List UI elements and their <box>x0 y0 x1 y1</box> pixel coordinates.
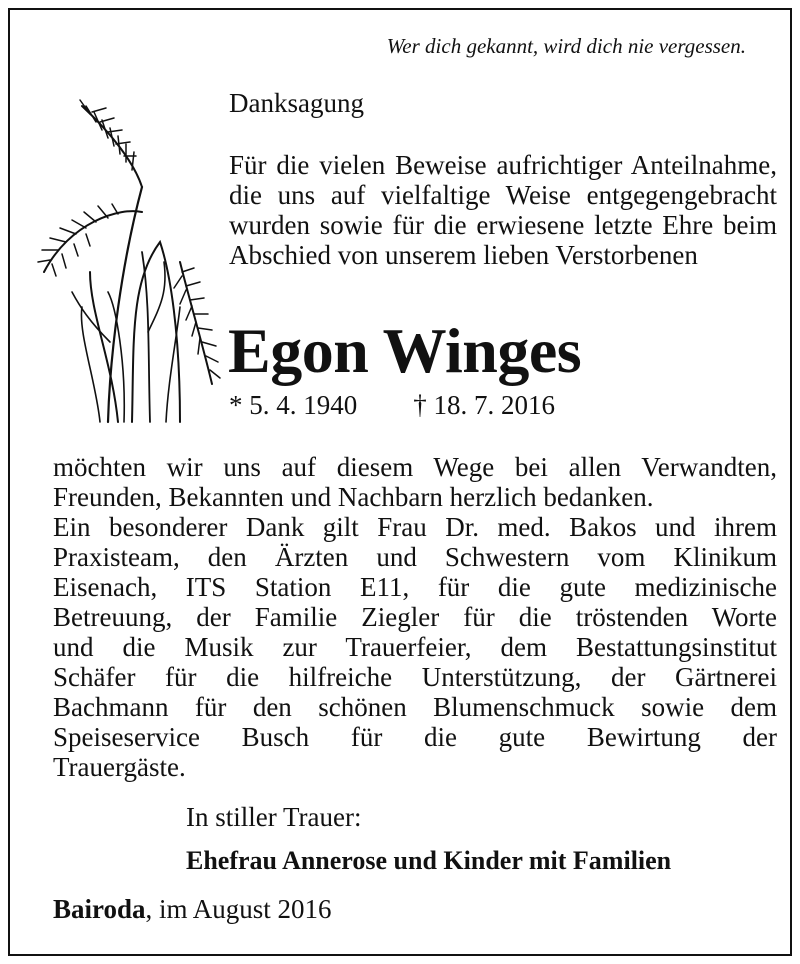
family-signature: Ehefrau Annerose und Kinder mit Familien <box>186 846 672 875</box>
heading: Danksagung <box>229 88 364 118</box>
closing-line <box>53 894 332 925</box>
body-line: Praxisteam, den Ärzten und Schwestern vom Klinikum <box>53 542 777 572</box>
mourning-line: In stiller Trauer: <box>186 802 362 832</box>
deceased-name: Egon Winges <box>228 315 582 386</box>
closing-place: Bairoda <box>53 894 146 924</box>
body-line: möchten wir uns auf diesem Wege bei allen Verwandten, <box>53 452 777 482</box>
body-line: Speiseservice Busch für die gute Bewirtung der <box>53 722 777 752</box>
birth-date: * 5. 4. 1940 <box>229 390 358 420</box>
death-date: † 18. 7. 2016 <box>413 390 555 420</box>
intro-paragraph: Für die vielen Beweise aufrichtiger Anteilnahme, die uns auf vielfaltige Weise entgegengebracht wurden sowie für die erwiesene letzte Ehre beim Abschied von unserem lieben Verstorbenen <box>229 150 777 270</box>
thanks-paragraph <box>53 452 777 782</box>
body-line: Schäfer für die hilfreiche Unterstützung, der Gärtnerei <box>53 662 777 692</box>
body-line: Ein besonderer Dank gilt Frau Dr. med. Bakos und ihrem <box>53 512 777 542</box>
closing-date: , im August 2016 <box>145 894 332 924</box>
motto: Wer dich gekannt, wird dich nie vergessen. <box>386 34 746 58</box>
body-line: Trauergäste. <box>53 752 186 782</box>
body-line: Eisenach, ITS Station E11, für die gute medizinische <box>53 572 777 602</box>
body-line: Bachmann für den schönen Blumenschmuck sowie dem <box>53 692 777 722</box>
body-line: und die Musik zur Trauerfeier, dem Bestattungsinstitut <box>53 632 777 662</box>
body-line: Betreuung, der Familie Ziegler für die tröstenden Worte <box>53 602 777 632</box>
life-dates <box>229 390 555 421</box>
obituary-card <box>8 8 792 956</box>
wheat-illustration <box>30 92 230 427</box>
body-line: Freunden, Bekannten und Nachbarn herzlich bedanken. <box>53 482 654 512</box>
